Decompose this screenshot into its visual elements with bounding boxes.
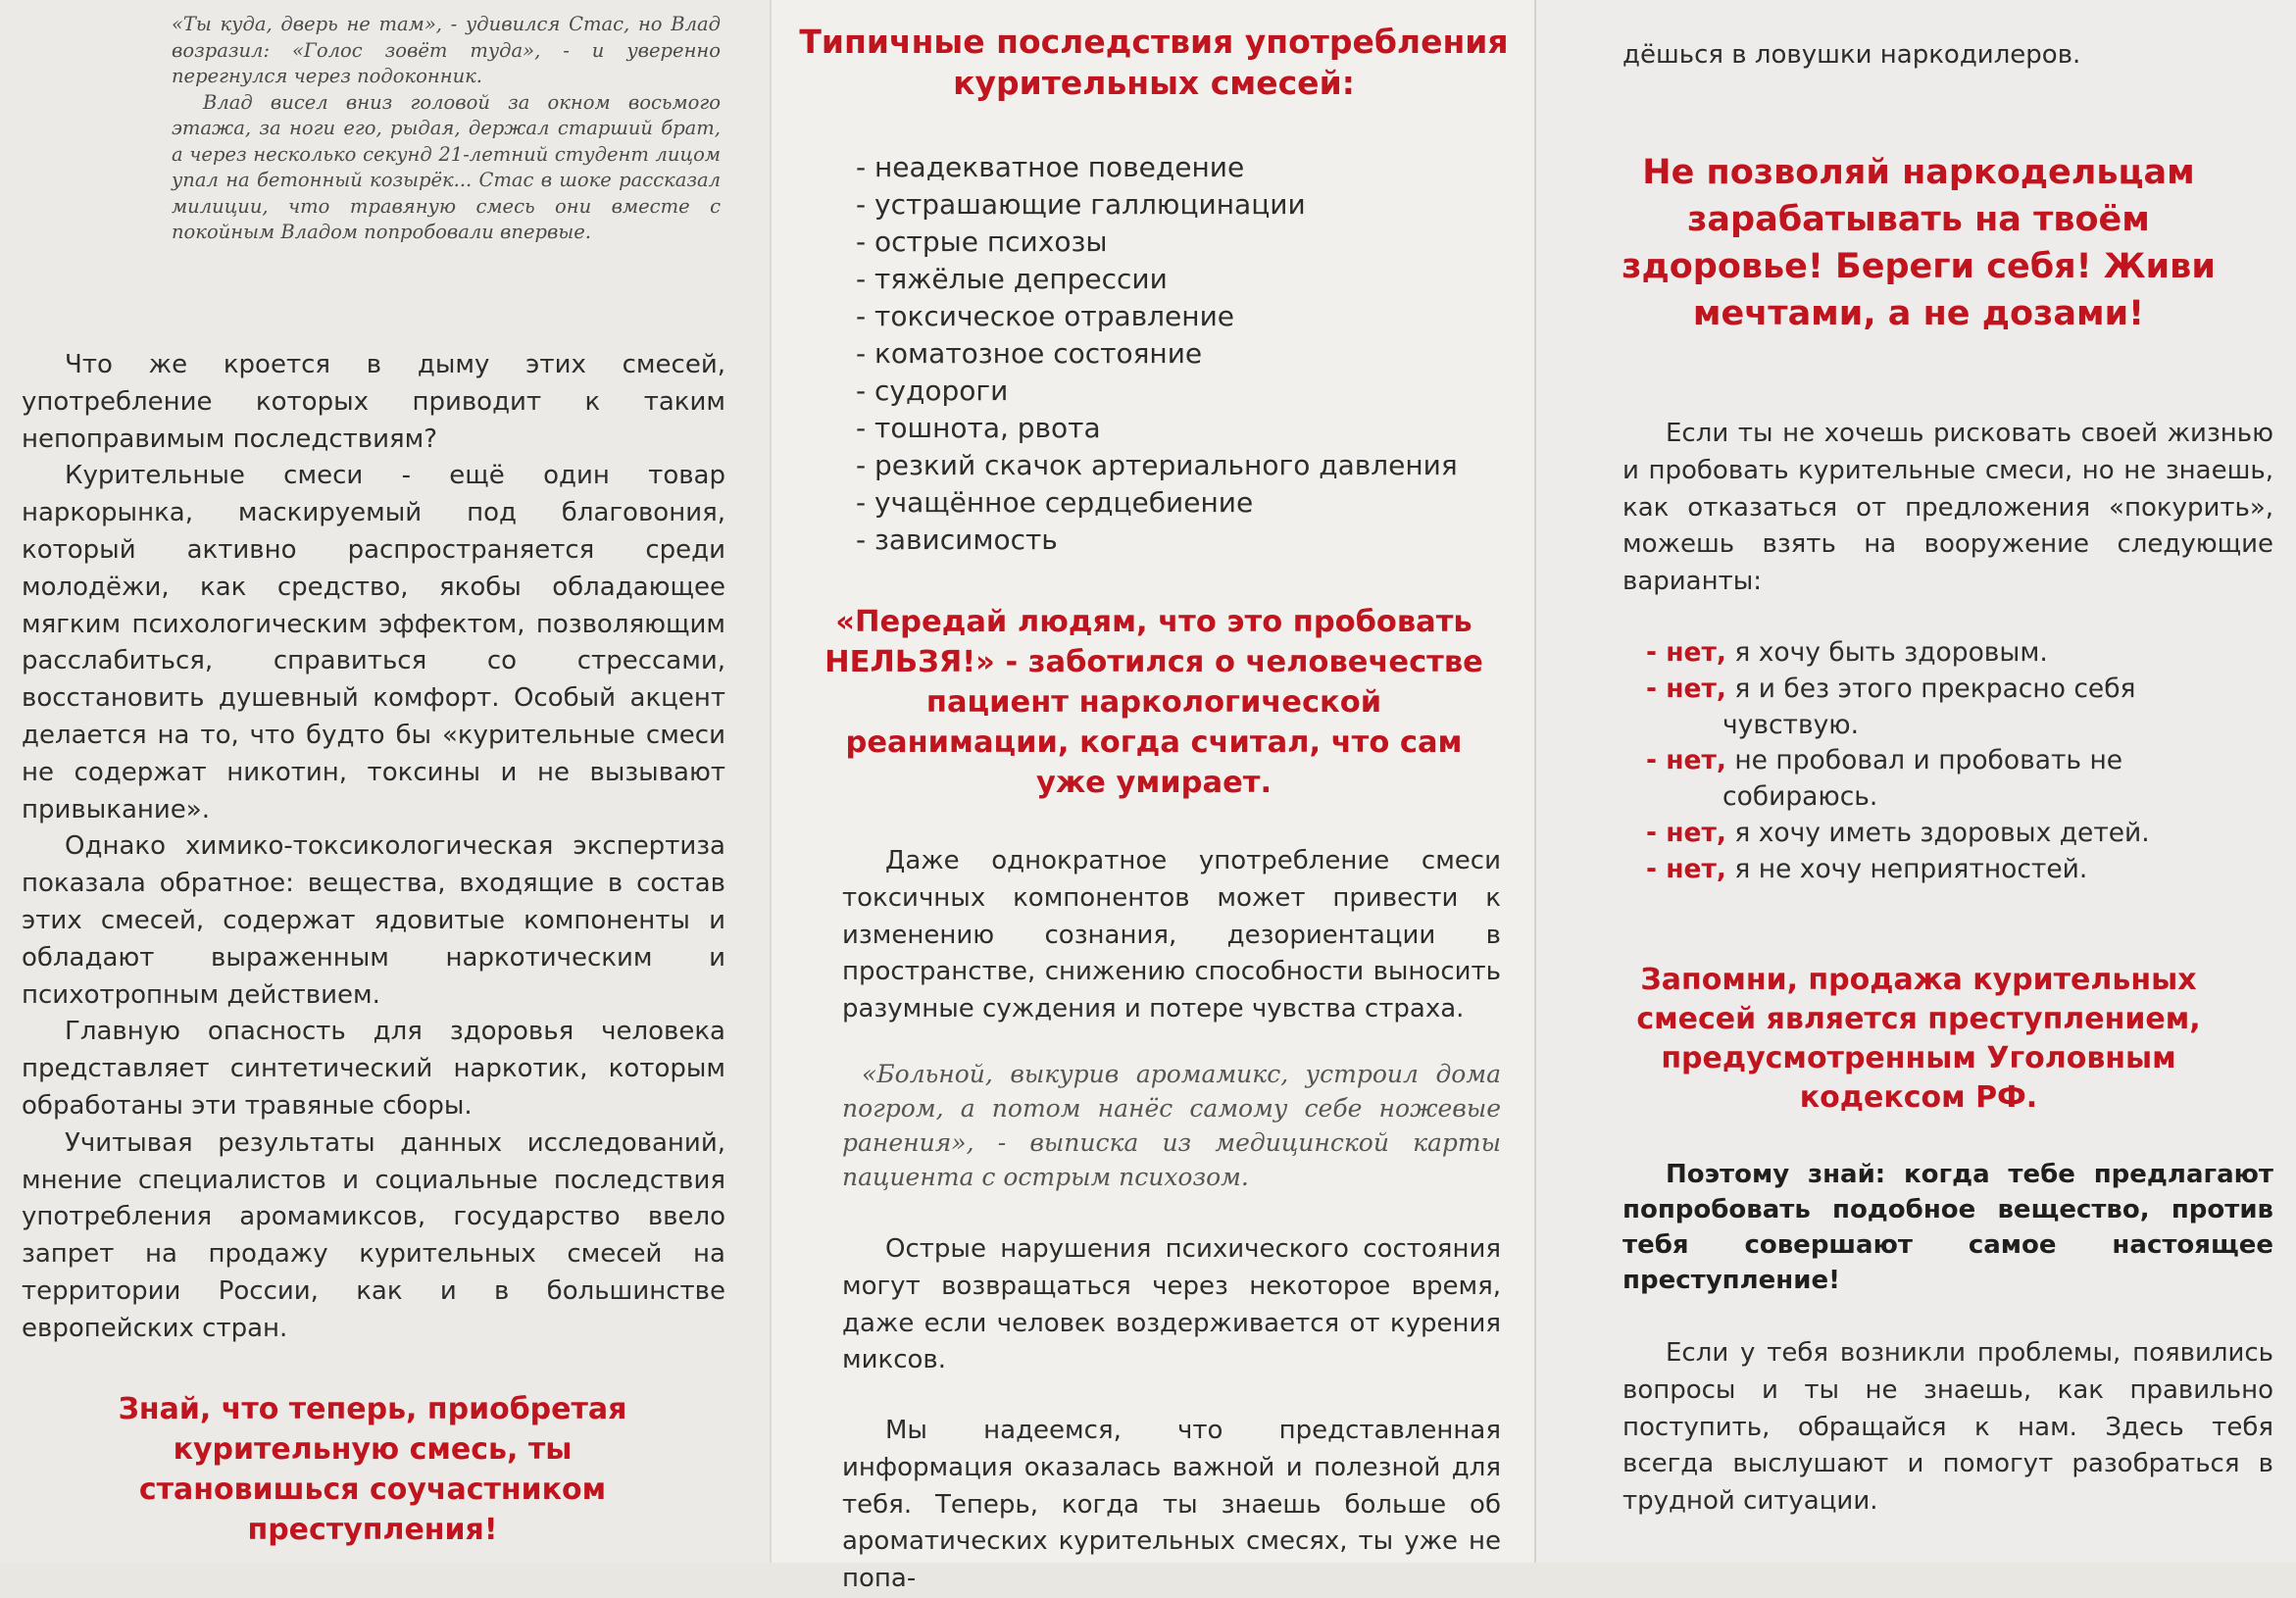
list-item [1646, 672, 2264, 744]
leaflet-panel-left [0, 0, 770, 1563]
crime-notice: Поэтому знай: когда тебе предлагают попробовать подобное вещество, против тебя совершают самое настоящее преступление! [1622, 1160, 2273, 1295]
option-text: я и без этого прекрасно себя чувствую. [1722, 673, 2136, 740]
list-item: - токсическое отравление [856, 300, 1235, 332]
list-item: - коматозное состояние [856, 337, 1203, 370]
no-marker: - нет, [1646, 745, 1726, 776]
continued-text: дёшься в ловушки наркодилеров. [1622, 40, 2081, 70]
paragraph: Однако химико-токсикологическая экспертиза показала обратное: вещества, входящие в состав этих смесей, содержат ядовитые компоненты и обладают выраженным наркотическим и психотропным действием. [22, 831, 725, 1010]
effects-heading: Типичные последствия употребления курительных смесей: [799, 23, 1509, 102]
paragraph: Мы надеемся, что представленная информация оказалась важной и полезной для тебя. Теперь, когда ты знаешь больше об ароматических курительных смесях, ты уже не попа- [842, 1416, 1501, 1594]
paragraph-closing [842, 1413, 1501, 1598]
effects-list [856, 149, 1503, 559]
option-text: я хочу быть здоровым. [1725, 637, 2048, 668]
option-text: я хочу иметь здоровых детей. [1725, 817, 2150, 848]
paragraph: Курительные смеси - ещё один товар наркорынка, маскируемый под благовония, который активно распространяется среди молодёжи, как средство, якобы обладающее мягким психологическим эффектом, позволяющим расслабиться, справиться со стрессами, восстановить душевный комфорт. Особый акцент делается на то, что будто бы «курительные смеси не содержат никотин, токсины и не вызывают привыкание». [22, 461, 725, 824]
patient-quote: «Передай людям, что это пробовать НЕЛЬЗЯ!» - заботился о человечестве пациент наркологической реанимации, когда считал, что сам уже умирает. [824, 605, 1483, 800]
leaflet-panel-right [1534, 0, 2296, 1563]
list-item [1646, 852, 2264, 888]
list-item: - устрашающие галлюцинации [856, 188, 1306, 221]
law-notice: Запомни, продажа курительных смесей является преступлением, предусмотренным Уголовным кодексом РФ. [1636, 963, 2201, 1115]
list-item [1646, 816, 2264, 852]
story-excerpt [172, 12, 721, 246]
paragraph-single-use [842, 843, 1501, 1028]
no-marker: - нет, [1646, 637, 1726, 668]
option-text: я не хочу неприятностей. [1725, 853, 2088, 884]
no-marker: - нет, [1646, 817, 1726, 848]
paragraph: Если у тебя возникли проблемы, появились вопросы и ты не знаешь, как правильно поступить, обращайся к нам. Здесь тебя всегда выслушают и помогут разобраться в трудной ситуации. [1622, 1338, 2273, 1517]
list-item: - учащённое сердцебиение [856, 486, 1254, 519]
option-text: не пробовал и пробовать не собираюсь. [1722, 745, 2123, 813]
list-item [1646, 635, 2264, 672]
no-marker: - нет, [1646, 853, 1726, 884]
list-item: - неадекватное поведение [856, 151, 1245, 183]
list-item [1646, 743, 2264, 816]
story-paragraph: Влад висел вниз головой за окном восьмого этажа, за ноги его, рыдая, держал старший брат, а через несколько секунд 21-летний студент лицом упал на бетонный козырёк... Стас в шоке рассказал милиции, что травяную смесь они вместе с покойным Владом попробовали впервые. [172, 90, 721, 243]
story-paragraph: «Ты куда, дверь не там», - удивился Стас, но Влад возразил: «Голос зовёт туда», - и уверенно перегнулся через подоконник. [172, 13, 721, 87]
paragraph: Что же кроется в дыму этих смесей, употребление которых приводит к таким непоправимым последствиям? [22, 350, 725, 454]
leaflet-panel-middle [770, 0, 1534, 1594]
list-item: - тяжёлые депрессии [856, 263, 1168, 295]
refusal-options-list [1646, 635, 2264, 888]
list-item: - резкий скачок артериального давления [856, 449, 1458, 481]
paragraph: Учитывая результаты данных исследований, мнение специалистов и социальные последствия употребления аромамиксов, государство ввело запрет на продажу курительных смесей на территории России, как и в большинстве европейских стран. [22, 1127, 725, 1343]
paragraph: Главную опасность для здоровья человека представляет синтетический наркотик, которым обработаны эти травяные сборы. [22, 1017, 725, 1121]
warning-accomplice: Знай, что теперь, приобретая курительную смесь, ты становишься соучастником преступления! [118, 1392, 627, 1547]
list-item: - острые психозы [856, 225, 1108, 258]
paragraph-help [1622, 1335, 2273, 1521]
list-item: - зависимость [856, 524, 1058, 556]
paragraph-refusal-intro [1622, 416, 2273, 601]
no-marker: - нет, [1646, 673, 1726, 704]
paragraph: Если ты не хочешь рисковать своей жизнью и пробовать курительные смеси, но не знаешь, как отказаться от предложения «покурить», можешь взять на вооружение следующие варианты: [1622, 419, 2273, 597]
paragraph: Острые нарушения психического состояния могут возвращаться через некоторое время, даже если человек воздерживается от курения миксов. [842, 1234, 1501, 1375]
paragraph-relapse [842, 1231, 1501, 1379]
slogan: Не позволяй наркодельцам зарабатывать на твоём здоровье! Береги себя! Живи мечтами, а не дозами! [1622, 153, 2216, 333]
list-item: - судороги [856, 375, 1009, 407]
intro-text [22, 347, 725, 1348]
paragraph: Даже однократное употребление смеси токсичных компонентов может привести к изменению сознания, дезориентации в пространстве, снижению способности выносить разумные суждения и потере чувства страха. [842, 846, 1501, 1024]
medical-record-excerpt: «Больной, выкурив аромамикс, устроил дома погром, а потом нанёс самому себе ножевые ранения», - выписка из медицинской карты пациента с острым психозом. [842, 1060, 1501, 1191]
list-item: - тошнота, рвота [856, 412, 1101, 444]
